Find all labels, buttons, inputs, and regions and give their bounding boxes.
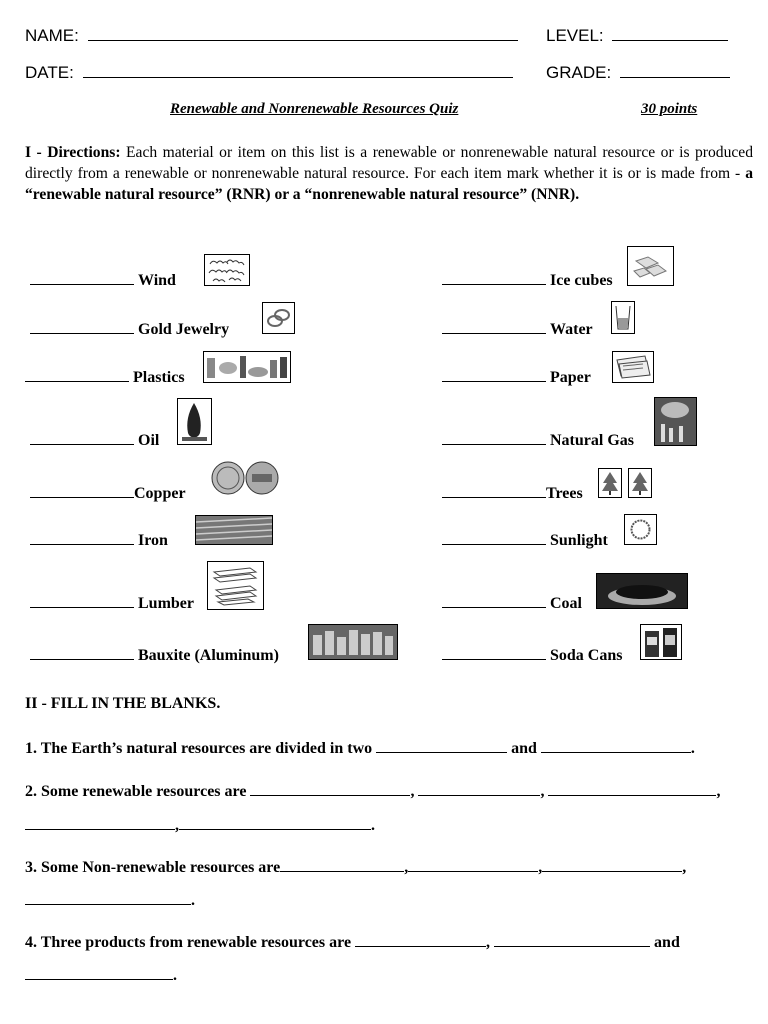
- answer-blank[interactable]: [442, 269, 546, 285]
- pine-tree-icon: [598, 468, 622, 498]
- question-text: and: [654, 934, 680, 951]
- question-text: and: [511, 740, 537, 757]
- copper-coins-icon: [210, 460, 280, 496]
- directions-heading: I - Directions:: [25, 144, 121, 161]
- name-label: NAME:: [25, 26, 79, 45]
- item-label: Natural Gas: [550, 432, 634, 449]
- question-text: .: [371, 817, 375, 834]
- item-wind: [30, 269, 176, 290]
- paper-stack-icon: [612, 351, 654, 383]
- answer-blank[interactable]: [280, 857, 404, 872]
- oil-drop-icon: [177, 398, 212, 445]
- answer-blank[interactable]: [179, 815, 371, 830]
- iron-bars-icon: [195, 515, 273, 545]
- item-copper: [30, 482, 186, 503]
- item-bauxite: [30, 644, 279, 665]
- item-water: [442, 318, 593, 339]
- answer-blank[interactable]: [30, 529, 134, 545]
- answer-blank[interactable]: [548, 781, 716, 796]
- date-label: DATE:: [25, 63, 74, 82]
- name-field[interactable]: [88, 26, 518, 41]
- water-glass-icon: [611, 301, 635, 334]
- item-gold-jewelry: [30, 318, 229, 339]
- item-label: Paper: [550, 369, 591, 386]
- question-text: .: [173, 967, 177, 984]
- item-label: Gold Jewelry: [138, 321, 230, 338]
- item-soda-cans: [442, 644, 622, 665]
- item-iron: [30, 529, 168, 550]
- answer-blank[interactable]: [442, 318, 546, 334]
- section-fill-blanks-title: II - FILL IN THE BLANKS.: [25, 695, 221, 712]
- question-text: ,: [175, 817, 179, 834]
- level-label: LEVEL:: [546, 26, 604, 45]
- lumber-stack-icon: [207, 561, 264, 610]
- question-4-cont: [25, 965, 177, 985]
- item-paper: [442, 366, 591, 387]
- answer-blank[interactable]: [30, 482, 134, 498]
- answer-blank[interactable]: [376, 738, 507, 753]
- quiz-title: Renewable and Nonrenewable Resources Quiz: [170, 101, 459, 117]
- wind-clouds-icon: [204, 254, 250, 286]
- soda-cans-icon: [640, 624, 682, 660]
- answer-blank[interactable]: [408, 857, 538, 872]
- date-row: [25, 63, 513, 83]
- item-label: Trees: [546, 485, 583, 502]
- question-text: .: [191, 892, 195, 909]
- answer-blank[interactable]: [25, 965, 173, 980]
- answer-blank[interactable]: [541, 738, 691, 753]
- answer-blank[interactable]: [494, 932, 650, 947]
- grade-label: GRADE:: [546, 63, 612, 82]
- sun-icon: [624, 514, 657, 545]
- question-text: ,: [486, 934, 491, 951]
- answer-blank[interactable]: [542, 857, 682, 872]
- aluminum-cans-icon: [308, 624, 398, 660]
- gas-plant-icon: [654, 397, 697, 446]
- question-text: ,: [682, 859, 687, 876]
- question-text: ,: [540, 783, 545, 800]
- answer-blank[interactable]: [30, 269, 134, 285]
- question-2: [25, 781, 720, 801]
- question-text: ,: [716, 783, 721, 800]
- item-trees: [442, 482, 583, 503]
- grade-row: [546, 63, 730, 83]
- answer-blank[interactable]: [442, 366, 546, 382]
- grade-field[interactable]: [620, 63, 730, 78]
- item-plastics: [25, 366, 185, 387]
- item-label: Sunlight: [550, 532, 608, 549]
- answer-blank[interactable]: [355, 932, 486, 947]
- directions-text: Each material or item on this list is a renewable or nonrenewable natural resource or is produced directly from a renewable or nonrenewable natural resource. For each item mark whether it is or is made from -: [25, 144, 753, 182]
- answer-blank[interactable]: [250, 781, 410, 796]
- item-label: Iron: [138, 532, 168, 549]
- item-lumber: [30, 592, 194, 613]
- item-label: Wind: [138, 272, 176, 289]
- question-3: [25, 857, 686, 877]
- item-label: Copper: [134, 485, 186, 502]
- item-label: Water: [550, 321, 593, 338]
- item-coal: [442, 592, 582, 613]
- answer-blank[interactable]: [442, 644, 546, 660]
- ice-cubes-icon: [627, 246, 674, 286]
- question-1: [25, 738, 695, 758]
- answer-blank[interactable]: [442, 592, 546, 608]
- quiz-points: 30 points: [641, 101, 698, 117]
- answer-blank[interactable]: [30, 429, 134, 445]
- level-field[interactable]: [612, 26, 728, 41]
- question-text: .: [690, 740, 695, 757]
- question-text: ,: [538, 859, 543, 876]
- question-3-cont: [25, 890, 195, 910]
- item-label: Coal: [550, 595, 582, 612]
- question-4: [25, 932, 680, 952]
- question-text: 3. Some Non-renewable resources are: [25, 859, 281, 876]
- answer-blank[interactable]: [30, 644, 134, 660]
- level-row: [546, 26, 728, 46]
- question-text: 1. The Earth’s natural resources are divided in two: [25, 740, 373, 757]
- item-natural-gas: [442, 429, 634, 450]
- answer-blank[interactable]: [442, 529, 546, 545]
- plastic-items-icon: [203, 351, 291, 383]
- item-label: Plastics: [133, 369, 185, 386]
- directions-block: [25, 142, 753, 205]
- question-2-cont: [25, 815, 375, 835]
- answer-blank[interactable]: [25, 890, 191, 905]
- answer-blank[interactable]: [25, 815, 175, 830]
- answer-blank[interactable]: [442, 429, 546, 445]
- coal-hands-icon: [596, 573, 688, 609]
- gold-ring-icon: [262, 302, 295, 334]
- item-ice-cubes: [442, 269, 613, 290]
- item-label: Bauxite (Aluminum): [138, 647, 279, 664]
- question-text: 2. Some renewable resources are: [25, 783, 247, 800]
- question-text: ,: [404, 859, 409, 876]
- pine-tree-icon: [628, 468, 652, 498]
- item-label: Lumber: [138, 595, 194, 612]
- item-oil: [30, 429, 159, 450]
- answer-blank[interactable]: [25, 366, 129, 382]
- name-row: [25, 26, 518, 46]
- item-sunlight: [442, 529, 608, 550]
- item-label: Ice cubes: [550, 272, 613, 289]
- directions-emphasis: a “renewable natural resource” (RNR) or a “nonrenewable natural resource” (NNR).: [25, 165, 753, 203]
- item-label: Soda Cans: [550, 647, 623, 664]
- item-label: Oil: [138, 432, 160, 449]
- answer-blank[interactable]: [418, 781, 540, 796]
- question-text: 4. Three products from renewable resources are: [25, 934, 352, 951]
- question-text: ,: [410, 783, 415, 800]
- answer-blank[interactable]: [30, 592, 134, 608]
- date-field[interactable]: [83, 63, 513, 78]
- answer-blank[interactable]: [442, 482, 546, 498]
- answer-blank[interactable]: [30, 318, 134, 334]
